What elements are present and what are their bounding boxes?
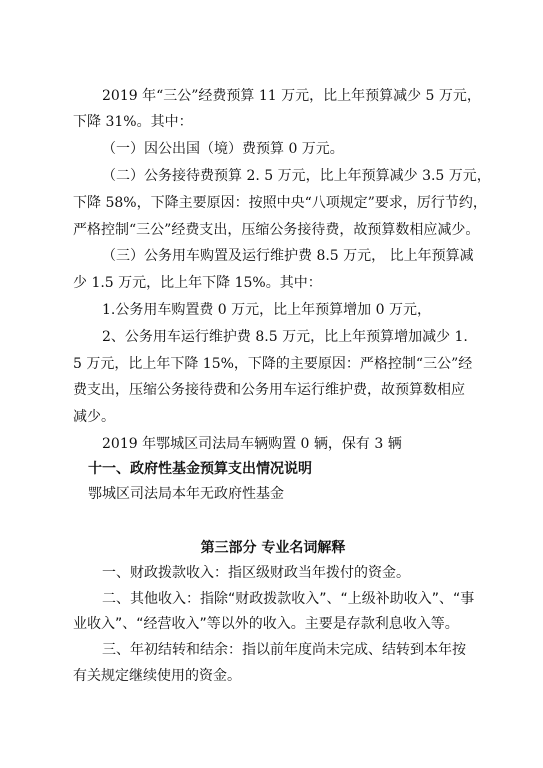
term-carryover-line1: 三、年初结转和结余：指以前年度尚未完成、结转到本年按	[102, 642, 466, 658]
paragraph-vehicle-maintenance-line3: 费支出，压缩公务接待费和公务用车运行维护费，故预算数相应	[73, 382, 465, 398]
paragraph-total-budget-line1: 2019 年“三公”经费预算 11 万元，比上年预算减少 5 万元，	[102, 88, 481, 104]
paragraph-reception-line2: 下降 58%，下降主要原因：按照中央“八项规定”要求，厉行节约，	[73, 195, 487, 211]
section-heading-government-fund: 十一、政府性基金预算支出情况说明	[88, 461, 312, 477]
paragraph-vehicle-maintenance-line2: 5 万元，比上年下降 15%，下降的主要原因：严格控制“三公”经	[73, 356, 473, 372]
paragraph-overseas-travel: （一）因公出国（境）费预算 0 万元。	[102, 141, 344, 157]
paragraph-vehicle-maintenance-line4: 减少。	[73, 409, 115, 425]
term-fiscal-allocation: 一、财政拨款收入：指区级财政当年拨付的资金。	[102, 565, 410, 581]
paragraph-reception-line1: （二）公务接待费预算 2. 5 万元，比上年预算减少 3.5 万元，	[102, 168, 491, 184]
term-carryover-line2: 有关规定继续使用的资金。	[73, 668, 241, 684]
paragraph-vehicle-line1: （三）公务用车购置及运行维护费 8.5 万元， 比上年预算减	[102, 248, 474, 264]
paragraph-reception-line3: 严格控制“三公”经费支出，压缩公务接待费，故预算数相应减少。	[73, 222, 480, 238]
term-other-income-line2: 业收入”、“经营收入”等以外的收入。主要是存款利息收入等。	[73, 616, 459, 632]
part-heading-terminology: 第三部分 专业名词解释	[200, 540, 346, 556]
paragraph-total-budget-line2: 下降 31%。其中：	[73, 114, 193, 130]
paragraph-vehicle-count: 2019 年鄂城区司法局车辆购置 0 辆，保有 3 辆	[102, 436, 402, 452]
paragraph-government-fund: 鄂城区司法局本年无政府性基金	[88, 486, 284, 502]
paragraph-vehicle-line2: 少 1.5 万元，比上年下降 15%。其中：	[73, 275, 322, 291]
paragraph-vehicle-maintenance-line1: 2、公务用车运行维护费 8.5 万元，比上年预算增加减少 1.	[102, 329, 468, 345]
term-other-income-line1: 二、其他收入：指除“财政拨款收入”、“上级补助收入”、“事	[102, 591, 475, 607]
paragraph-vehicle-purchase: 1.公务用车购置费 0 万元，比上年预算增加 0 万元，	[102, 302, 431, 318]
